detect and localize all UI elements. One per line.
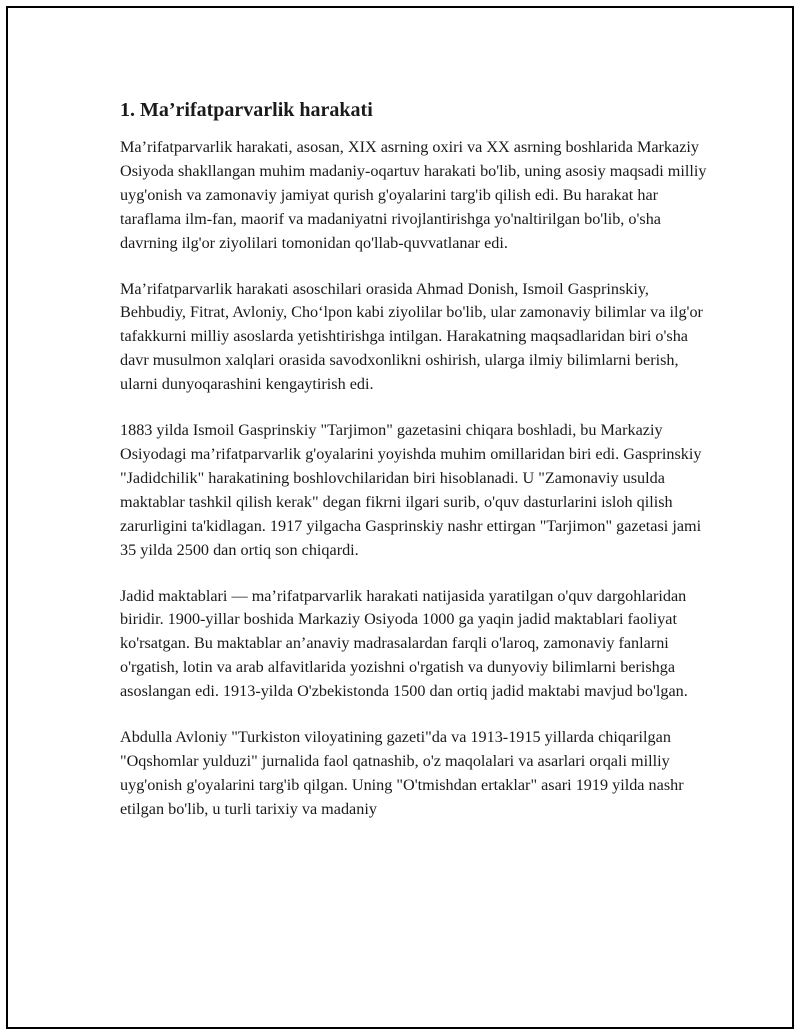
document-content — [120, 96, 710, 844]
paragraph-3: 1883 yilda Ismoil Gasprinskiy "Tarjimon" gazetasini chiqara boshladi, bu Markaziy Osiyodagi ma’rifatparvarlik g'oyalarini yoyishda muhim omillaridan biri edi. Gasprinskiy "Jadidchilik" harakatining boshlovchilaridan biri hisoblanadi. U "Zamonaviy usulda maktablar tashkil qilish kerak" degan fikrni ilgari surib, o'quv dasturlarini isloh qilish zarurligini ta'kidlagan. 1917 yilgacha Gasprinskiy nashr ettirgan "Tarjimon" gazetasi jami 35 yilda 2500 dan ortiq son chiqardi. — [120, 421, 702, 559]
paragraph-5: Abdulla Avloniy "Turkiston viloyatining gazeti"da va 1913-1915 yillarda chiqarilgan "Oqshomlar yulduzi" jurnalida faol qatnashib, o'z maqolalari va asarlari orqali milliy uyg'onish g'oyalarini targ'ib qilgan. Uning "O'tmishdan ertaklar" asari 1919 yilda nashr etilgan bo'lib, u turli tarixiy va madaniy — [120, 728, 684, 818]
paragraph-4: Jadid maktablari — ma’rifatparvarlik harakati natijasida yaratilgan o'quv dargohlaridan biridir. 1900-yillar boshida Markaziy Osiyoda 1000 ga yaqin jadid maktablari faoliyat ko'rsatgan. Bu maktablar an’anaviy madrasalardan farqli o'laroq, zamonaviy fanlarni o'rgatish, lotin va arab alfavitlarida yozishni o'rgatish va dunyoviy bilimlarni berishga asoslangan edi. 1913-yilda O'zbekistonda 1500 dan ortiq jadid maktabi mavjud bo'lgan. — [120, 586, 688, 701]
paragraph-2: Ma’rifatparvarlik harakati asoschilari orasida Ahmad Donish, Ismoil Gasprinskiy, Behbudiy, Fitrat, Avloniy, Cho‘lpon kabi ziyolilar bo'lib, ular zamonaviy bilimlar va ilg'or tafakkurni milliy asoslarda yetishtirishga intilgan. Harakatning maqsadlaridan biri o'sha davr musulmon xalqlari orasida savodxonlikni oshirish, ularga ilmiy bilimlarni berish, ularni dunyoqarashini kengaytirish edi. — [120, 279, 703, 394]
paragraph-1: Ma’rifatparvarlik harakati, asosan, XIX asrning oxiri va XX asrning boshlarida Markaziy Osiyoda shakllangan muhim madaniy-oqartuv harakati bo'lib, uning asosiy maqsadi milliy uyg'onish va zamonaviy jamiyat qurish g'oyalarini targ'ib qilish edi. Bu harakat har taraflama ilm-fan, maorif va madaniyatni rivojlantirishga yo'naltirilgan bo'lib, o'sha davrning ilg'or ziyolilari tomonidan qo'llab-quvvatlanar edi. — [120, 138, 707, 252]
section-heading: 1. Ma’rifatparvarlik harakati — [120, 99, 373, 121]
document-page — [6, 6, 794, 1029]
